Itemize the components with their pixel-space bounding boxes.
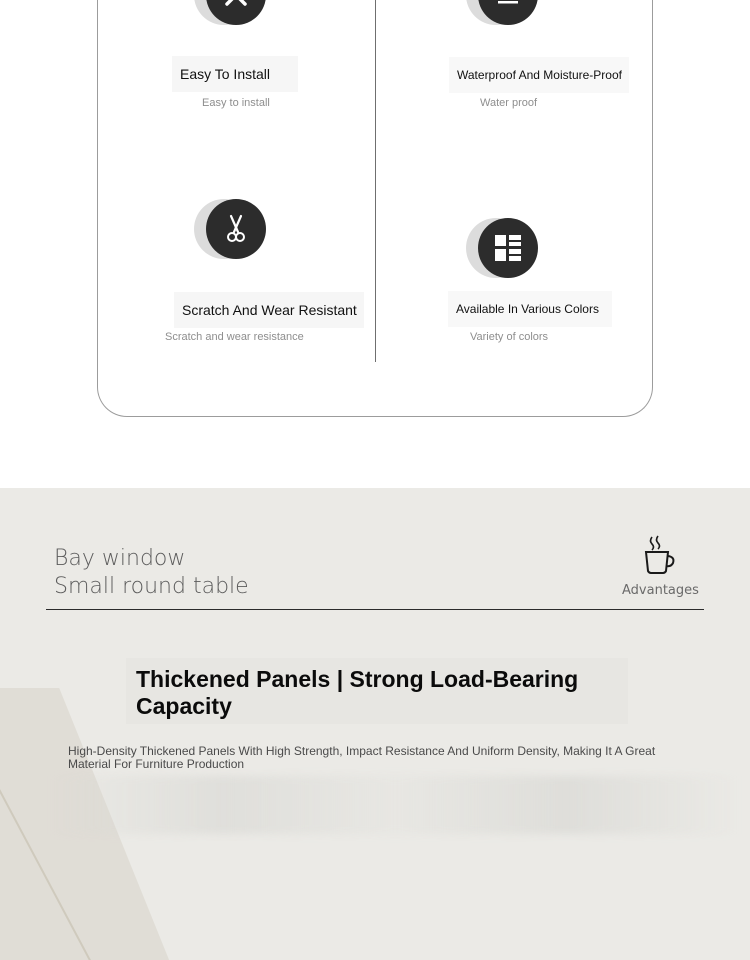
section-title (54, 545, 249, 601)
scissors-icon (194, 199, 270, 261)
feature-title: Easy To Install (172, 56, 298, 92)
tools-icon (194, 0, 270, 27)
feature-title: Waterproof And Moisture-Proof (449, 57, 629, 93)
blurred-text-band (50, 776, 740, 834)
advantages-section (0, 488, 750, 960)
section-title-line1: Bay window (54, 546, 186, 571)
description: High-Density Thickened Panels With High Strength, Impact Resistance And Uniform Density, Making It A Great Material For Furniture Production (68, 744, 656, 771)
feature-subtitle: Easy to install (202, 97, 270, 109)
advantages-label: Advantages (622, 583, 699, 598)
feature-subtitle: Water proof (480, 97, 538, 109)
feature-subtitle: Variety of colors (470, 331, 549, 343)
section-divider (46, 609, 704, 610)
feature-title: Available In Various Colors (448, 291, 612, 327)
headline: Thickened Panels | Strong Load-Bearing Capacity (136, 666, 579, 719)
coffee-cup-icon (640, 535, 676, 580)
water-surface-icon (466, 0, 542, 27)
feature-title: Scratch And Wear Resistant (174, 292, 364, 328)
section-title-line2: Small round table (54, 574, 249, 599)
card-divider (375, 0, 376, 362)
feature-subtitle: Scratch and wear resistance (165, 331, 304, 343)
grid-layout-icon (466, 218, 542, 280)
